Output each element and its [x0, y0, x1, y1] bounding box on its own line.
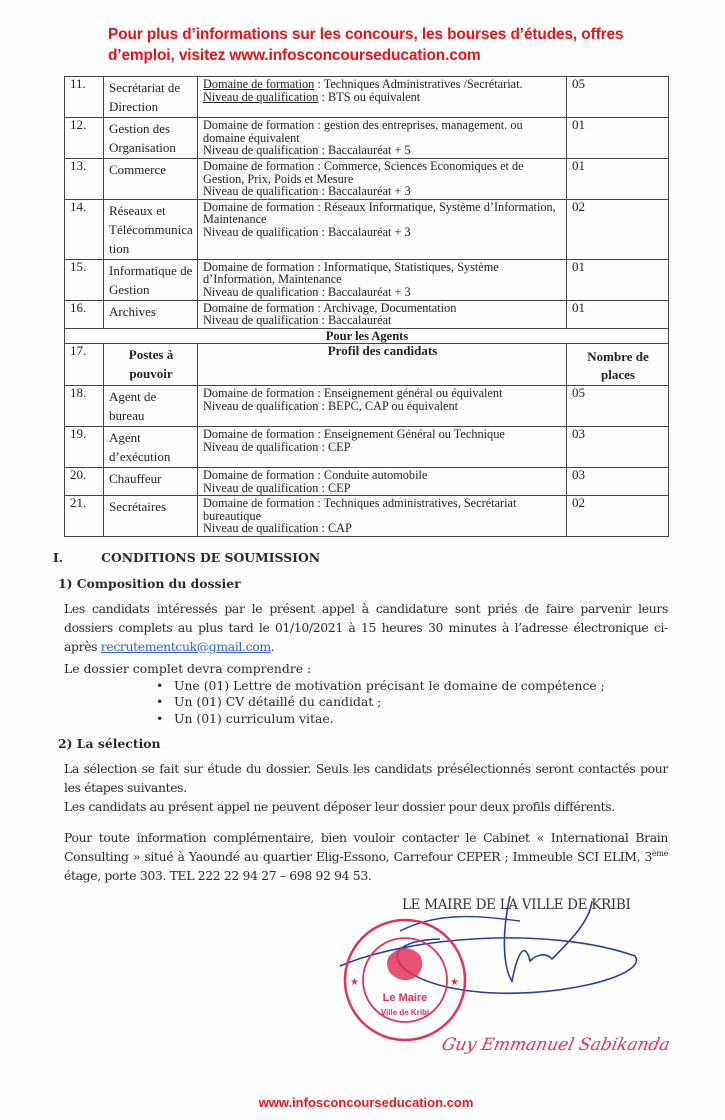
- header-poste: Postes à pouvoir: [104, 344, 198, 386]
- paragraph-submission: Les candidats intéressés par le présent appel à candidature sont priés de faire parvenir leurs dossiers complets au plus tard le 01/10/2021 à 15 heures 30 minutes à l’adresse électronique ci-après recrutementcuk@gmail.com.: [64, 600, 668, 654]
- stamp-star-icon: ★: [450, 977, 459, 988]
- places-cell: 02: [567, 199, 669, 259]
- domaine-text: Domaine de formation : Informatique, Statistiques, Système d’Information, Maintenance: [203, 259, 499, 286]
- profil-cell: [198, 77, 567, 118]
- dossier-list-item: • Un (01) curriculum vitae.: [156, 711, 668, 728]
- table-row: [65, 159, 669, 200]
- subsection-selection: 2) La sélection: [58, 736, 161, 751]
- paragraph-selection: La sélection se fait sur étude du dossier. Seuls les candidats présélectionnés seront contactés pour les étapes suivantes.: [64, 761, 668, 795]
- niveau-text: Niveau de qualification : BEPC, CAP ou équivalent: [203, 398, 459, 413]
- subsection-composition: 1) Composition du dossier: [58, 575, 241, 591]
- dossier-intro: Le dossier complet devra comprendre :: [64, 660, 312, 676]
- places-cell: 05: [567, 77, 669, 118]
- poste-cell: Archives: [104, 300, 198, 328]
- domaine-text: Domaine de formation : Enseignement général ou équivalent: [203, 386, 503, 400]
- header-row: [65, 344, 669, 386]
- row-number: 21.: [65, 496, 104, 537]
- profil-cell: [198, 468, 567, 496]
- row-number: 16.: [65, 300, 104, 328]
- stamp-star-icon: ★: [350, 977, 359, 988]
- poste-cell: Gestion des Organisation: [104, 118, 198, 159]
- profil-cell: [198, 496, 567, 537]
- watermark-text: www.infosconcourseducation.com: [258, 1095, 474, 1110]
- domaine-text: Domaine de formation : Conduite automobile: [203, 468, 428, 482]
- niveau-text: Niveau de qualification : Baccalauréat + 5: [203, 143, 411, 157]
- domaine-text: Domaine de formation : gestion des entreprises, management. ou domaine équivalent: [203, 118, 523, 145]
- profil-cell: [198, 118, 567, 159]
- row-number: 11.: [65, 77, 104, 118]
- dossier-list-item: • Un (01) CV détaillé du candidat ;: [156, 694, 668, 711]
- profil-cell: [198, 199, 567, 259]
- places-cell: 03: [567, 468, 669, 496]
- signatory-name: Guy Emmanuel Sabikanda: [439, 1035, 672, 1055]
- promo-banner: [0, 0, 708, 66]
- places-cell: 05: [567, 386, 669, 427]
- paragraph-profiles: Les candidats au présent appel ne peuvent déposer leur dossier pour deux profils différents.: [64, 799, 615, 814]
- official-stamp-icon: [340, 915, 470, 1045]
- table-row: [65, 259, 669, 300]
- dossier-list: [64, 678, 668, 728]
- table-row: [65, 496, 669, 537]
- table-row: [65, 77, 669, 118]
- niveau-text: Niveau de qualification : CEP: [203, 439, 351, 454]
- row-number: 15.: [65, 259, 104, 300]
- poste-cell: Agent de bureau: [104, 386, 198, 427]
- poste-cell: Chauffeur: [104, 468, 198, 496]
- section-row: [65, 328, 669, 344]
- domaine-text: Domaine de formation : Réseaux Informatique, Système d’Information, Maintenance: [203, 199, 556, 226]
- poste-cell: Secrétaires: [104, 496, 198, 537]
- table-row: [65, 118, 669, 159]
- poste-cell: Informatique de Gestion: [104, 259, 198, 300]
- niveau-text: Niveau de qualification : Baccalauréat + 3: [203, 184, 411, 198]
- dossier-list-wrap: [64, 678, 668, 728]
- dossier-list-item: • Une (01) Lettre de motivation précisant le domaine de compétence ;: [156, 678, 668, 695]
- signature-block: [0, 889, 725, 1089]
- niveau-text: Niveau de qualification : CAP: [203, 521, 352, 535]
- paragraph-contact: Pour toute information complémentaire, bien vouloir contacter le Cabinet « International Brain Consulting » situé à Yaoundé au quartier Elig-Essono, Carrefour CEPER ; Immeuble SCI ELIM, 3ème étage, porte 303. TEL 222 22 94 27 – 698 92 94 53.: [64, 830, 668, 883]
- niveau-text: Niveau de qualification : Baccalauréat + 3: [203, 284, 411, 299]
- section-agents-label: Pour les Agents: [65, 328, 669, 344]
- table-row: [65, 427, 669, 468]
- stamp-center-text: Le Maire: [382, 992, 428, 1004]
- poste-cell: Commerce: [104, 159, 198, 200]
- section-title: CONDITIONS DE SOUMISSION: [101, 549, 321, 565]
- section-heading: [53, 549, 657, 567]
- table-row: [65, 199, 669, 259]
- table-row: [65, 468, 669, 496]
- places-cell: 01: [567, 300, 669, 328]
- signatory-title: LE MAIRE DE LA VILLE DE KRIBI: [402, 897, 631, 913]
- profil-cell: [198, 159, 567, 200]
- email-link[interactable]: recrutementcuk@gmail.com: [100, 638, 271, 654]
- row-number: 19.: [65, 427, 104, 468]
- places-cell: 02: [567, 496, 669, 537]
- domaine-text: Domaine de formation : Techniques Administratives /Secrétariat.: [203, 77, 523, 91]
- poste-cell: Secrétariat de Direction: [104, 77, 198, 118]
- header-profil: Profil des candidats: [198, 344, 567, 386]
- domaine-text: Domaine de formation : Archivage, Documentation: [203, 300, 457, 315]
- places-cell: 03: [567, 427, 669, 468]
- section-numeral: I.: [53, 549, 64, 565]
- places-cell: 01: [567, 259, 669, 300]
- poste-cell: Réseaux et Télécommunication: [104, 199, 198, 259]
- header-places: Nombre de places: [567, 344, 669, 386]
- profil-cell: [198, 300, 567, 328]
- row-number: 20.: [65, 468, 104, 496]
- poste-cell: Agent d’exécution: [104, 427, 198, 468]
- row-number: 13.: [65, 159, 104, 200]
- profil-cell: [198, 259, 567, 300]
- profil-cell: [198, 386, 567, 427]
- domaine-text: Domaine de formation : Commerce, Sciences Economiques et de Gestion, Prix, Poids et Mesure: [203, 159, 524, 186]
- banner-line-2[interactable]: d’emploi, visitez www.infosconcourseducation.com: [108, 47, 481, 64]
- niveau-text: Niveau de qualification : Baccalauréat + 3: [203, 224, 411, 239]
- domaine-text: Domaine de formation : Enseignement Général ou Technique: [203, 427, 505, 441]
- niveau-text: Niveau de qualification : BTS ou équivalent: [203, 89, 421, 104]
- places-cell: 01: [567, 159, 669, 200]
- watermark-line: [64, 1095, 668, 1110]
- positions-table: [64, 76, 669, 537]
- domaine-text: Domaine de formation : Techniques administratives, Secrétariat bureautique: [203, 496, 517, 523]
- header-number: 17.: [65, 344, 104, 386]
- profil-cell: [198, 427, 567, 468]
- niveau-text: Niveau de qualification : CEP: [203, 480, 351, 495]
- row-number: 12.: [65, 118, 104, 159]
- stamp-sub-text: Ville de Kribi: [380, 1008, 430, 1017]
- niveau-text: Niveau de qualification : Baccalauréat: [203, 313, 392, 327]
- places-cell: 01: [567, 118, 669, 159]
- row-number: 14.: [65, 199, 104, 259]
- table-row: [65, 386, 669, 427]
- row-number: 18.: [65, 386, 104, 427]
- banner-line-1: Pour plus d’informations sur les concours, les bourses d’études, offres: [108, 26, 624, 43]
- table-row: [65, 300, 669, 328]
